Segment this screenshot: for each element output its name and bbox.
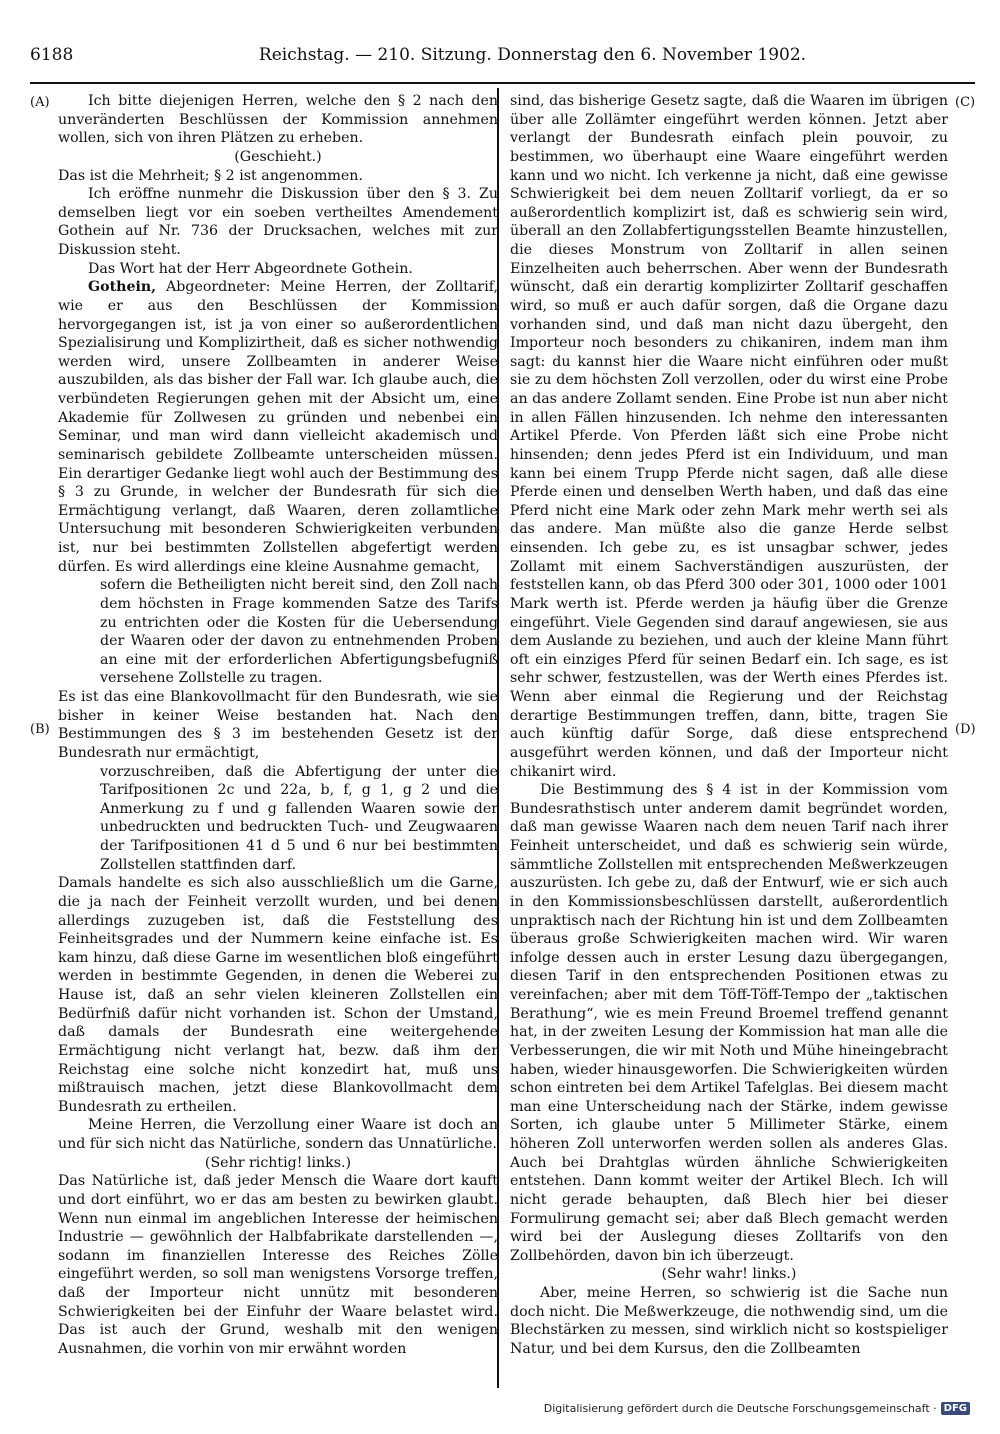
margin-marker-c: (C)	[955, 95, 976, 110]
dfg-logo: DFG	[941, 1402, 970, 1415]
margin-marker-b: (B)	[30, 722, 50, 737]
paragraph	[58, 1172, 498, 1358]
paragraph-text: Meine Herren, die Verzollung einer Waare ist doch an und für sich nicht das Natürliche, sondern das Unnatürliche.	[58, 1117, 498, 1152]
paragraph-text: Das Wort hat der Herr Abgeordnete Gothein.	[88, 260, 413, 277]
paragraph	[58, 688, 498, 763]
paragraph-text: Es ist das eine Blankovollmacht für den Bundesrath, wie sie bisher in keiner Weise bestanden hat. Nach den Bestimmungen des § 3 im bestehenden Gesetz ist der Bundesrath nur ermächtigt,	[58, 689, 498, 761]
paragraph	[58, 874, 498, 1116]
right-column	[510, 92, 948, 1359]
footer-credit: Digitalisierung gefördert durch die Deutsche Forschungsgemeinschaft ·	[543, 1402, 937, 1415]
paragraph-text: Ich bitte diejenigen Herren, welche den § 2 nach den unveränderten Beschlüssen der Kommission annehmen wollen, sich von ihren Plätzen zu erheben.	[58, 93, 498, 147]
paragraph	[58, 278, 498, 576]
page-footer	[544, 1402, 970, 1415]
paragraph	[58, 576, 498, 688]
paragraph-text: sind, das bisherige Gesetz sagte, daß die Waaren im übrigen über alle Zollämter eingeführt werden können. Jetzt aber verlangt der Bundesrath einfach plein pouvoir, zu bestimmen, wo überhaupt eine Waare eingeführt werden kann und wo nicht. Ich verkenne ja nicht, daß eine gewisse Schwierigkeit bei dem neuen Zolltarif vorliegt, da er so außerordentlich komplizirt ist, daß es schwierig sein wird, überall an den Zollabfertigungsstellen Beamte hinzustellen, die dieses Monstrum von Zolltarif in allen seinen Einzelheiten auch beherrschen. Aber wenn der Bundesrath wünscht, daß ein derartig komplizirter Zolltarif geschaffen wird, so muß er auch dafür sorgen, daß die Organe dazu vorhanden sind, und daß man nicht dazu übergeht, den Importeur noch besonders zu chikaniren, indem man ihm sagt: du kannst hier die Waare nicht einführen oder mußt sie zu dem höchsten Zoll verzollen, oder du wirst eine Probe an das andere Zollamt senden. Eine Probe ist nun aber nicht in allen Fällen hinzusenden. Ich nehme den interessanten Artikel Pferde. Von Pferden läßt sich eine Probe nicht hinsenden; denn jedes Pferd ist ein Individuum, und man kann bei einem Trupp Pferde nicht sagen, daß alle diese Pferde einen und denselben Werth haben, und daß das eine Pferd nicht eine Mark oder zehn Mark mehr werth sei als das andere. Man müßte also die ganze Herde selbst einsenden. Ich gebe zu, es ist unsagbar schwer, jedes Zollamt mit einem Sachverständigen auszurüsten, der feststellen kann, ob das Pferd 300 oder 301, 1000 oder 1001 Mark werth ist. Pferde werden ja häufig über die Grenze eingeführt. Viele Gegenden sind darauf angewiesen, sie aus dem Auslande zu beziehen, und auch der kleine Mann führt oft ein einziges Pferd für seinen Bedarf ein. Ich sage, es ist sehr schwer, festzustellen, was der Werth eines Pferdes ist. Wenn aber einmal die Regierung und der Reichstag derartige Bestimmungen treffen, dann, bitte, tragen Sie auch künftig dafür Sorge, daß diese entsprechend ausgeführt werden können, und daß der Importeur nicht chikanirt wird.	[510, 93, 948, 780]
paragraph-text: Abgeordneter: Meine Herren, der Zolltarif, wie er aus den Beschlüssen der Kommission hervorgegangen ist, ist ja von einer so außerordentlichen Spezialisirung und Komplizirtheit, daß es sicher nothwendig werden wird, unsere Zollbeamten in anderer Weise auszubilden, als das bisher der Fall war. Ich glaube auch, die verbündeten Regierungen gehen mit der Absicht um, eine Akademie für Zollwesen zu gründen und nebenbei ein Seminar, und man wird dann vielleicht akademisch und seminarisch gebildete Zollbeamte unterscheiden müssen. Ein derartiger Gedanke liegt wohl auch der Bestimmung des § 3 zu Grunde, in welcher der Bundesrath für sich die Ermächtigung verlangt, daß Waaren, deren zollamtliche Untersuchung mit besonderen Schwierigkeiten verbunden ist, nur bei bestimmten Zollstellen abgefertigt werden dürfen. Es wird allerdings eine kleine Ausnahme gemacht,	[58, 279, 498, 575]
paragraph-text: Ich eröffne nunmehr die Diskussion über den § 3. Zu demselben liegt vor ein soeben vertheiltes Amendement Gothein auf Nr. 736 der Drucksachen, welches mit zur Diskussion steht.	[58, 186, 498, 258]
paragraph	[510, 1284, 948, 1359]
paragraph-text: Aber, meine Herren, so schwierig ist die Sache nun doch nicht. Die Meßwerkzeuge, die nothwendig sind, um die Blechstärken zu messen, sind wirklich nicht so kostspieliger Natur, und bei dem Kursus, den die Zollbeamten	[510, 1285, 948, 1357]
paragraph-text: (Geschieht.)	[234, 148, 322, 165]
paragraph-text: (Sehr richtig! links.)	[204, 1154, 352, 1171]
margin-marker-a: (A)	[30, 95, 50, 110]
paragraph	[58, 167, 498, 186]
paragraph	[58, 92, 498, 148]
left-column	[58, 92, 498, 1359]
paragraph-text: (Sehr wahr! links.)	[661, 1266, 797, 1283]
margin-marker-d: (D)	[955, 722, 976, 737]
paragraph-text: Das Natürliche ist, daß jeder Mensch die Waare dort kauft und dort einführt, wo er das am besten zu bewirken glaubt. Wenn nun einmal im angeblichen Interesse der heimischen Industrie — gewöhnlich der Halbfabrikate darstellenden —, sodann im finanziellen Interesse des Reiches Zölle eingeführt werden, so soll man wenigstens Vorsorge treffen, daß der Importeur nicht unnütz mit besonderen Schwierigkeiten bei der Einfuhr der Waare belastet wird. Das ist auch der Grund, weshalb mit den wenigen Ausnahmen, die vorhin von mir erwähnt worden	[58, 1173, 498, 1357]
paragraph-text: Damals handelte es sich also ausschließlich um die Garne, die ja nach der Feinheit verzollt wurden, und bei denen allerdings zuzugeben ist, daß die Feststellung des Feinheitsgrades und der Nummern keine einfache ist. Es kam hinzu, daß diese Garne im wesentlichen bloß eingeführt werden in bestimmte Gegenden, in denen die Weberei zu Hause ist, daß an sehr vielen kleineren Zollstellen ein Bedürfniß dafür nicht vorhanden ist. Schon der Umstand, daß damals der Bundesrath eine weitergehende Ermächtigung nicht verlangt hat, bezw. daß ihm der Reichstag eine solche nicht konzedirt hat, muß uns mißtrauisch machen, jetzt diese Blankovollmacht dem Bundesrath zu ertheilen.	[58, 875, 498, 1115]
column-divider	[497, 88, 499, 1388]
paragraph	[58, 148, 498, 167]
paragraph	[58, 260, 498, 279]
paragraph	[510, 1265, 948, 1284]
paragraph	[510, 781, 948, 1265]
paragraph	[58, 1116, 498, 1153]
paragraph	[510, 92, 948, 781]
paragraph-text: sofern die Betheiligten nicht bereit sind, den Zoll nach dem höchsten in Frage kommenden Satze des Tarifs zu entrichten oder die Kosten für die Uebersendung der Waaren oder der davon zu entnehmenden Proben an eine mit der erforderlichen Abfertigungsbefugniß versehene Zollstelle zu tragen.	[100, 577, 498, 687]
paragraph-text: Das ist die Mehrheit; § 2 ist angenommen.	[58, 167, 363, 184]
page-header	[30, 45, 975, 85]
page-number: 6188	[30, 45, 74, 65]
paragraph	[58, 763, 498, 875]
paragraph-text: Die Bestimmung des § 4 ist in der Kommission vom Bundesrathstisch unter anderem damit begründet worden, daß man gewisse Waaren nach dem neuen Tarif nach ihrer Feinheit unterscheidet, und daß es schwierig sein würde, sämmtliche Zollstellen mit entsprechenden Meßwerkzeugen auszurüsten. Ich gebe zu, daß der Entwurf, wie er sich auch in den Kommissionsbeschlüssen darstellt, außerordentlich unpraktisch nach der Richtung hin ist und dem Zollbeamten überaus große Schwierigkeiten machen wird. Wir waren infolge dessen auch in erster Lesung dazu übergegangen, diesen Tarif in den entsprechenden Positionen etwas zu vereinfachen; aber mit dem Töff-Töff-Tempo der „taktischen Berathung“, wie es mein Freund Broemel treffend genannt hat, in der zweiten Lesung der Kommission hat man alle die Verbesserungen, die wir mit Noth und Mühe hineingebracht haben, wieder hinausgeworfen. Die Schwierigkeiten würden schon eintreten bei dem Artikel Tafelglas. Bei diesem macht man eine Unterscheidung nach der Stärke, indem gewisse Sorten, ich glaube unter 5 Millimeter Stärke, einem höheren Zoll unterworfen werden sollen als anderes Glas. Auch bei Drahtglas würden ähnliche Schwierigkeiten entstehen. Dann kommt weiter der Artikel Blech. Ich will nicht gerade behaupten, daß Blech hier bei dieser Formulirung gemacht sei; aber daß Blech gemacht werden wird bei der Auslegung dieses Zolltarifs von den Zollbehörden, davon bin ich überzeugt.	[510, 782, 948, 1264]
running-title: Reichstag. — 210. Sitzung. Donnerstag den 6. November 1902.	[258, 45, 807, 65]
paragraph	[58, 185, 498, 260]
speaker-name: Gothein,	[88, 279, 157, 296]
header-rule	[30, 82, 975, 84]
paragraph	[58, 1154, 498, 1173]
paragraph-text: vorzuschreiben, daß die Abfertigung der unter die Tarifpositionen 2c und 22a, b, f, g 1, g 2 und die Anmerkung zu f und g fallenden Waaren sowie der unbedruckten und bedruckten Tuch- und Zeugwaaren der Tarifpositionen 41 d 5 und 6 nur bei bestimmten Zollstellen stattfinden darf.	[100, 763, 498, 873]
